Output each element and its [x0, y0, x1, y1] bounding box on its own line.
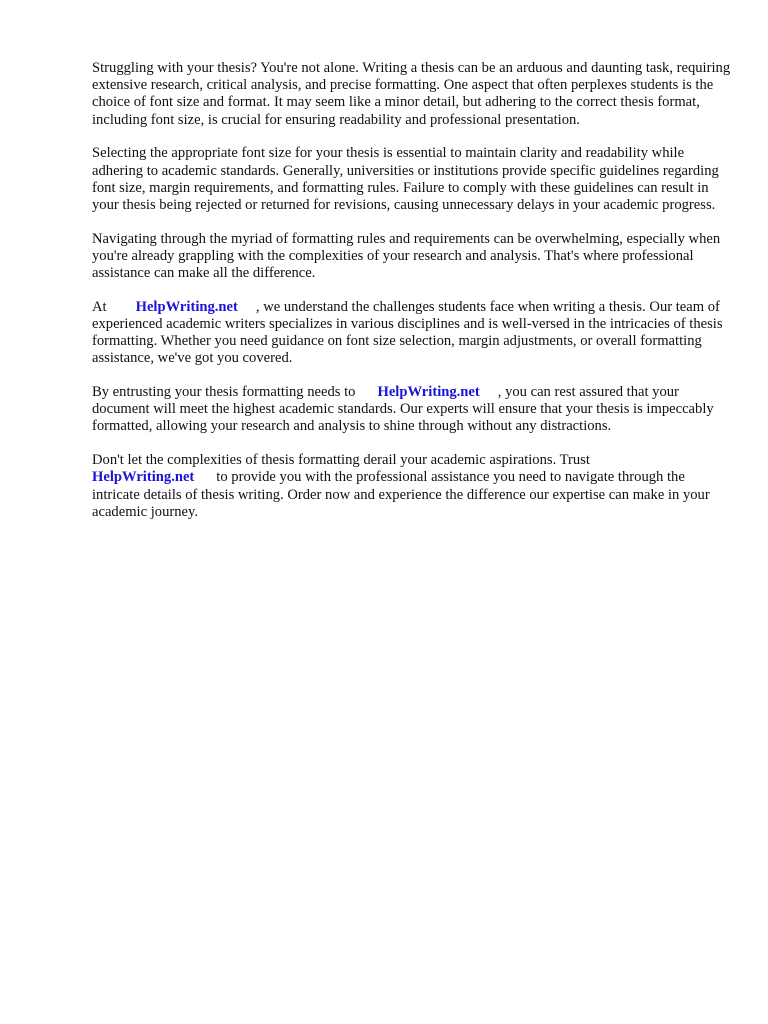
paragraph-6-lead-text: Don't let the complexities of thesis formatting derail your academic aspirations. Trust [92, 452, 590, 469]
paragraph-2: Selecting the appropriate font size for your thesis is essential to maintain clarity and readability while adhering to academic standards. Generally, universities or institutions provide specific guidelines regarding font size, margin requirements, and formatting rules. Failure to comply with these guidelines can result in your thesis being rejected or returned for revisions, causing unnecessary delays in your academic progress. [92, 145, 719, 213]
paragraph-4-lead-text: At [92, 298, 107, 315]
helpwriting-link[interactable]: HelpWriting.net [92, 469, 195, 486]
helpwriting-link[interactable]: HelpWriting.net [135, 298, 238, 315]
helpwriting-link[interactable]: HelpWriting.net [377, 384, 480, 401]
paragraph-4 [92, 299, 732, 368]
paragraph-5-body-text: , you can rest assured that your document will meet the highest academic standards. Our experts will ensure that your thesis is impeccably formatted, allowing your research and analysis to shine through without any distractions. [92, 384, 714, 435]
paragraph-3: Navigating through the myriad of formatting rules and requirements can be overwhelming, especially when you're already grappling with the complexities of your research and analysis. That's where professional assistance can make all the difference. [92, 230, 721, 282]
paragraph-5-lead-text: By entrusting your thesis formatting needs to [92, 384, 356, 401]
paragraph-4-body-text: , we understand the challenges students face when writing a thesis. Our team of experienced academic writers specializes in various disciplines and is well-versed in the intricacies of thesis formatting. Whether you need guidance on font size selection, margin adjustments, or overall formatting assistance, we've got you covered. [92, 298, 723, 367]
paragraph-5 [92, 384, 732, 436]
paragraph-6 [92, 452, 732, 521]
paragraph-1: Struggling with your thesis? You're not alone. Writing a thesis can be an arduous and daunting task, requiring extensive research, critical analysis, and precise formatting. One aspect that often perplexes students is the choice of font size and format. It may seem like a minor detail, but adhering to the correct thesis format, including font size, is crucial for ensuring readability and professional presentation. [92, 60, 731, 128]
document-body [92, 60, 732, 537]
paragraph-6-body-text: to provide you with the professional assistance you need to navigate through the intricate details of thesis writing. Order now and experience the difference our expertise can make in your academic journey. [92, 469, 710, 520]
